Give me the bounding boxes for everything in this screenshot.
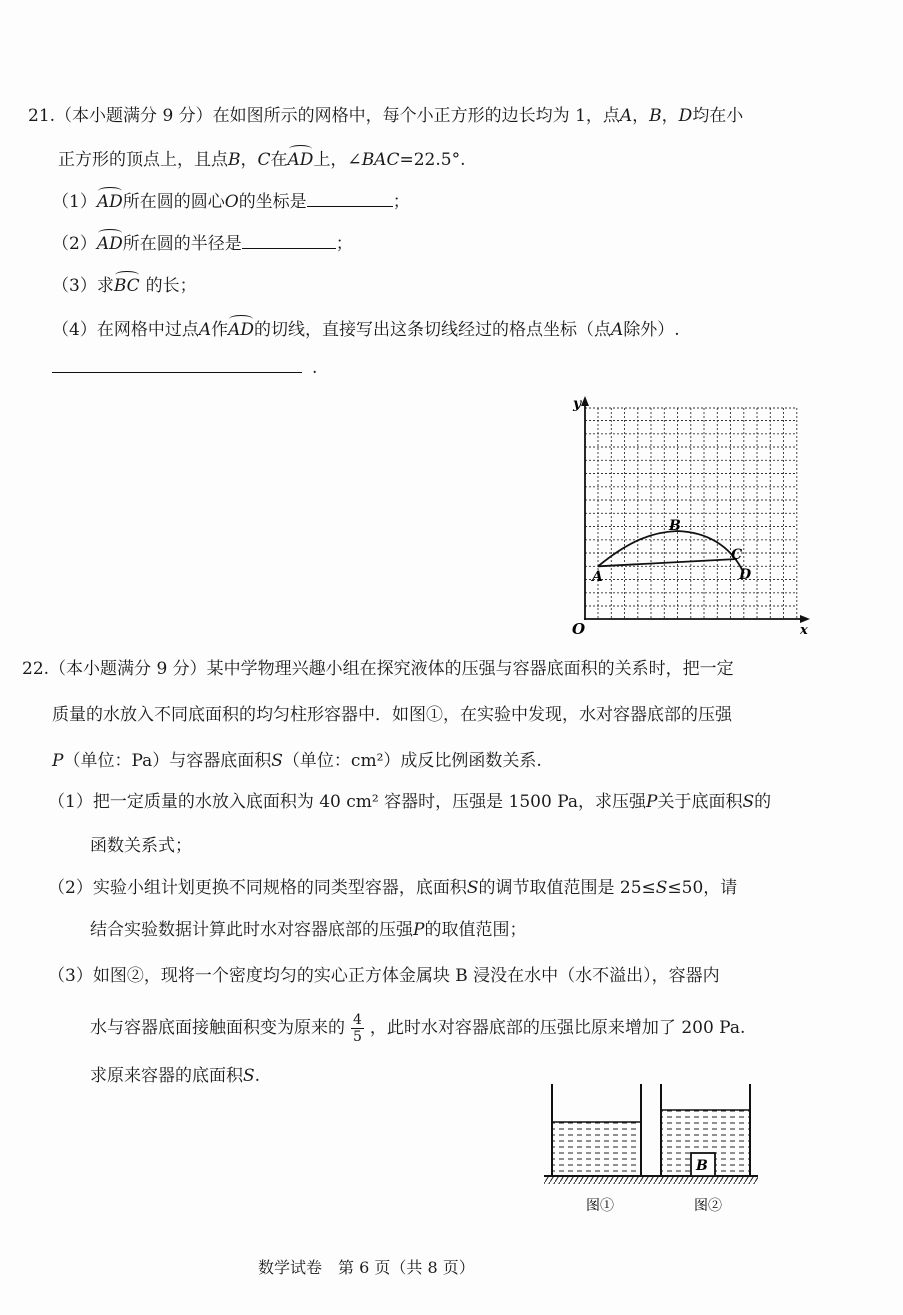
x-axis-label: x <box>800 623 808 638</box>
y-axis-arrow <box>581 396 589 406</box>
q22-sub3-cont: 水与容器底面接触面积变为原来的 $\frac{4}{5}$ ，此时水对容器底部的压强比原来增加了 200 Pa. <box>90 1012 746 1045</box>
origin-label: O <box>572 620 586 638</box>
caption-fig1: 图① <box>586 1198 614 1214</box>
ground-hatch <box>544 1176 758 1184</box>
arc-bc: BC <box>113 276 140 296</box>
block-label: B <box>696 1158 708 1174</box>
q22-sub3: （3）如图②，现将一个密度均匀的实心正方体金属块 B 浸没在水中（水不溢出），容器内 <box>48 966 720 986</box>
grid-figure <box>560 392 820 638</box>
q22-sub2-cont: 结合实验数据计算此时水对容器底部的压强P的取值范围； <box>90 920 527 940</box>
q22-number: 22. <box>22 659 50 679</box>
container-figures <box>540 1078 770 1218</box>
q22-sub1-cont: 函数关系式； <box>90 836 192 856</box>
q21-sub4: （4）在网格中过点A作AD的切线，直接写出这条切线经过的格点坐标（点A除外）. <box>52 320 680 340</box>
point-C-label: C <box>731 547 743 563</box>
chord-AC <box>598 559 737 566</box>
fraction-four-fifths: $\frac{4}{5}$ <box>353 1012 362 1045</box>
caption-fig2: 图② <box>694 1198 722 1214</box>
water-1 <box>552 1122 641 1176</box>
q21-sub1: （1）AD所在圆的圆心O的坐标是 ； <box>52 192 410 212</box>
q22-sub1: （1）把一定质量的水放入底面积为 40 cm² 容器时，压强是 1500 Pa，求压强P关于底面积S的 <box>48 792 772 812</box>
point-A-label: A <box>592 569 603 585</box>
q22-sub2: （2）实验小组计划更换不同规格的同类型容器，底面积S的调节取值范围是 25≤S≤50，请 <box>48 878 738 898</box>
q21-sub4-answer: . <box>52 356 317 380</box>
q22-line3: P（单位：Pa）与容器底面积S（单位：cm²）成反比例函数关系. <box>52 751 542 771</box>
arc-ad: AD <box>287 150 314 170</box>
container-2 <box>661 1084 750 1176</box>
grid-lines <box>585 408 797 619</box>
answer-blank-1[interactable] <box>307 190 393 207</box>
point-D-label: D <box>739 567 752 583</box>
y-axis-label: y <box>573 396 582 412</box>
q21-header: （本小题满分 9 分） <box>55 106 213 126</box>
q22-line2: 质量的水放入不同底面积的均匀柱形容器中．如图①，在实验中发现，水对容器底部的压强 <box>52 705 732 725</box>
q21-line2: 正方形的顶点上，且点B，C在AD上，∠BAC=22.5°. <box>58 150 466 170</box>
q22-line1: 22.（本小题满分 9 分）某中学物理兴趣小组在探究液体的压强与容器底面积的关系时，把一定 <box>22 659 734 679</box>
q21-sub3: （3）求BC 的长； <box>52 276 197 296</box>
q22-header: （本小题满分 9 分） <box>49 659 207 679</box>
q22-sub3-cont2: 求原来容器的底面积S. <box>90 1066 261 1086</box>
point-B-label: B <box>669 518 681 534</box>
page-footer: 数学试卷 第 6 页（共 8 页） <box>258 1258 475 1277</box>
answer-blank-2[interactable] <box>242 232 336 249</box>
q21-line1: 21.（本小题满分 9 分）在如图所示的网格中，每个小正方形的边长均为 1，点A，B，D均在小 <box>28 106 744 126</box>
x-axis-arrow <box>800 615 810 623</box>
answer-blank-4[interactable] <box>52 356 302 373</box>
q21-number: 21. <box>28 106 56 126</box>
q21-sub2: （2）AD所在圆的半径是 ； <box>52 234 353 254</box>
container-1 <box>552 1084 641 1176</box>
